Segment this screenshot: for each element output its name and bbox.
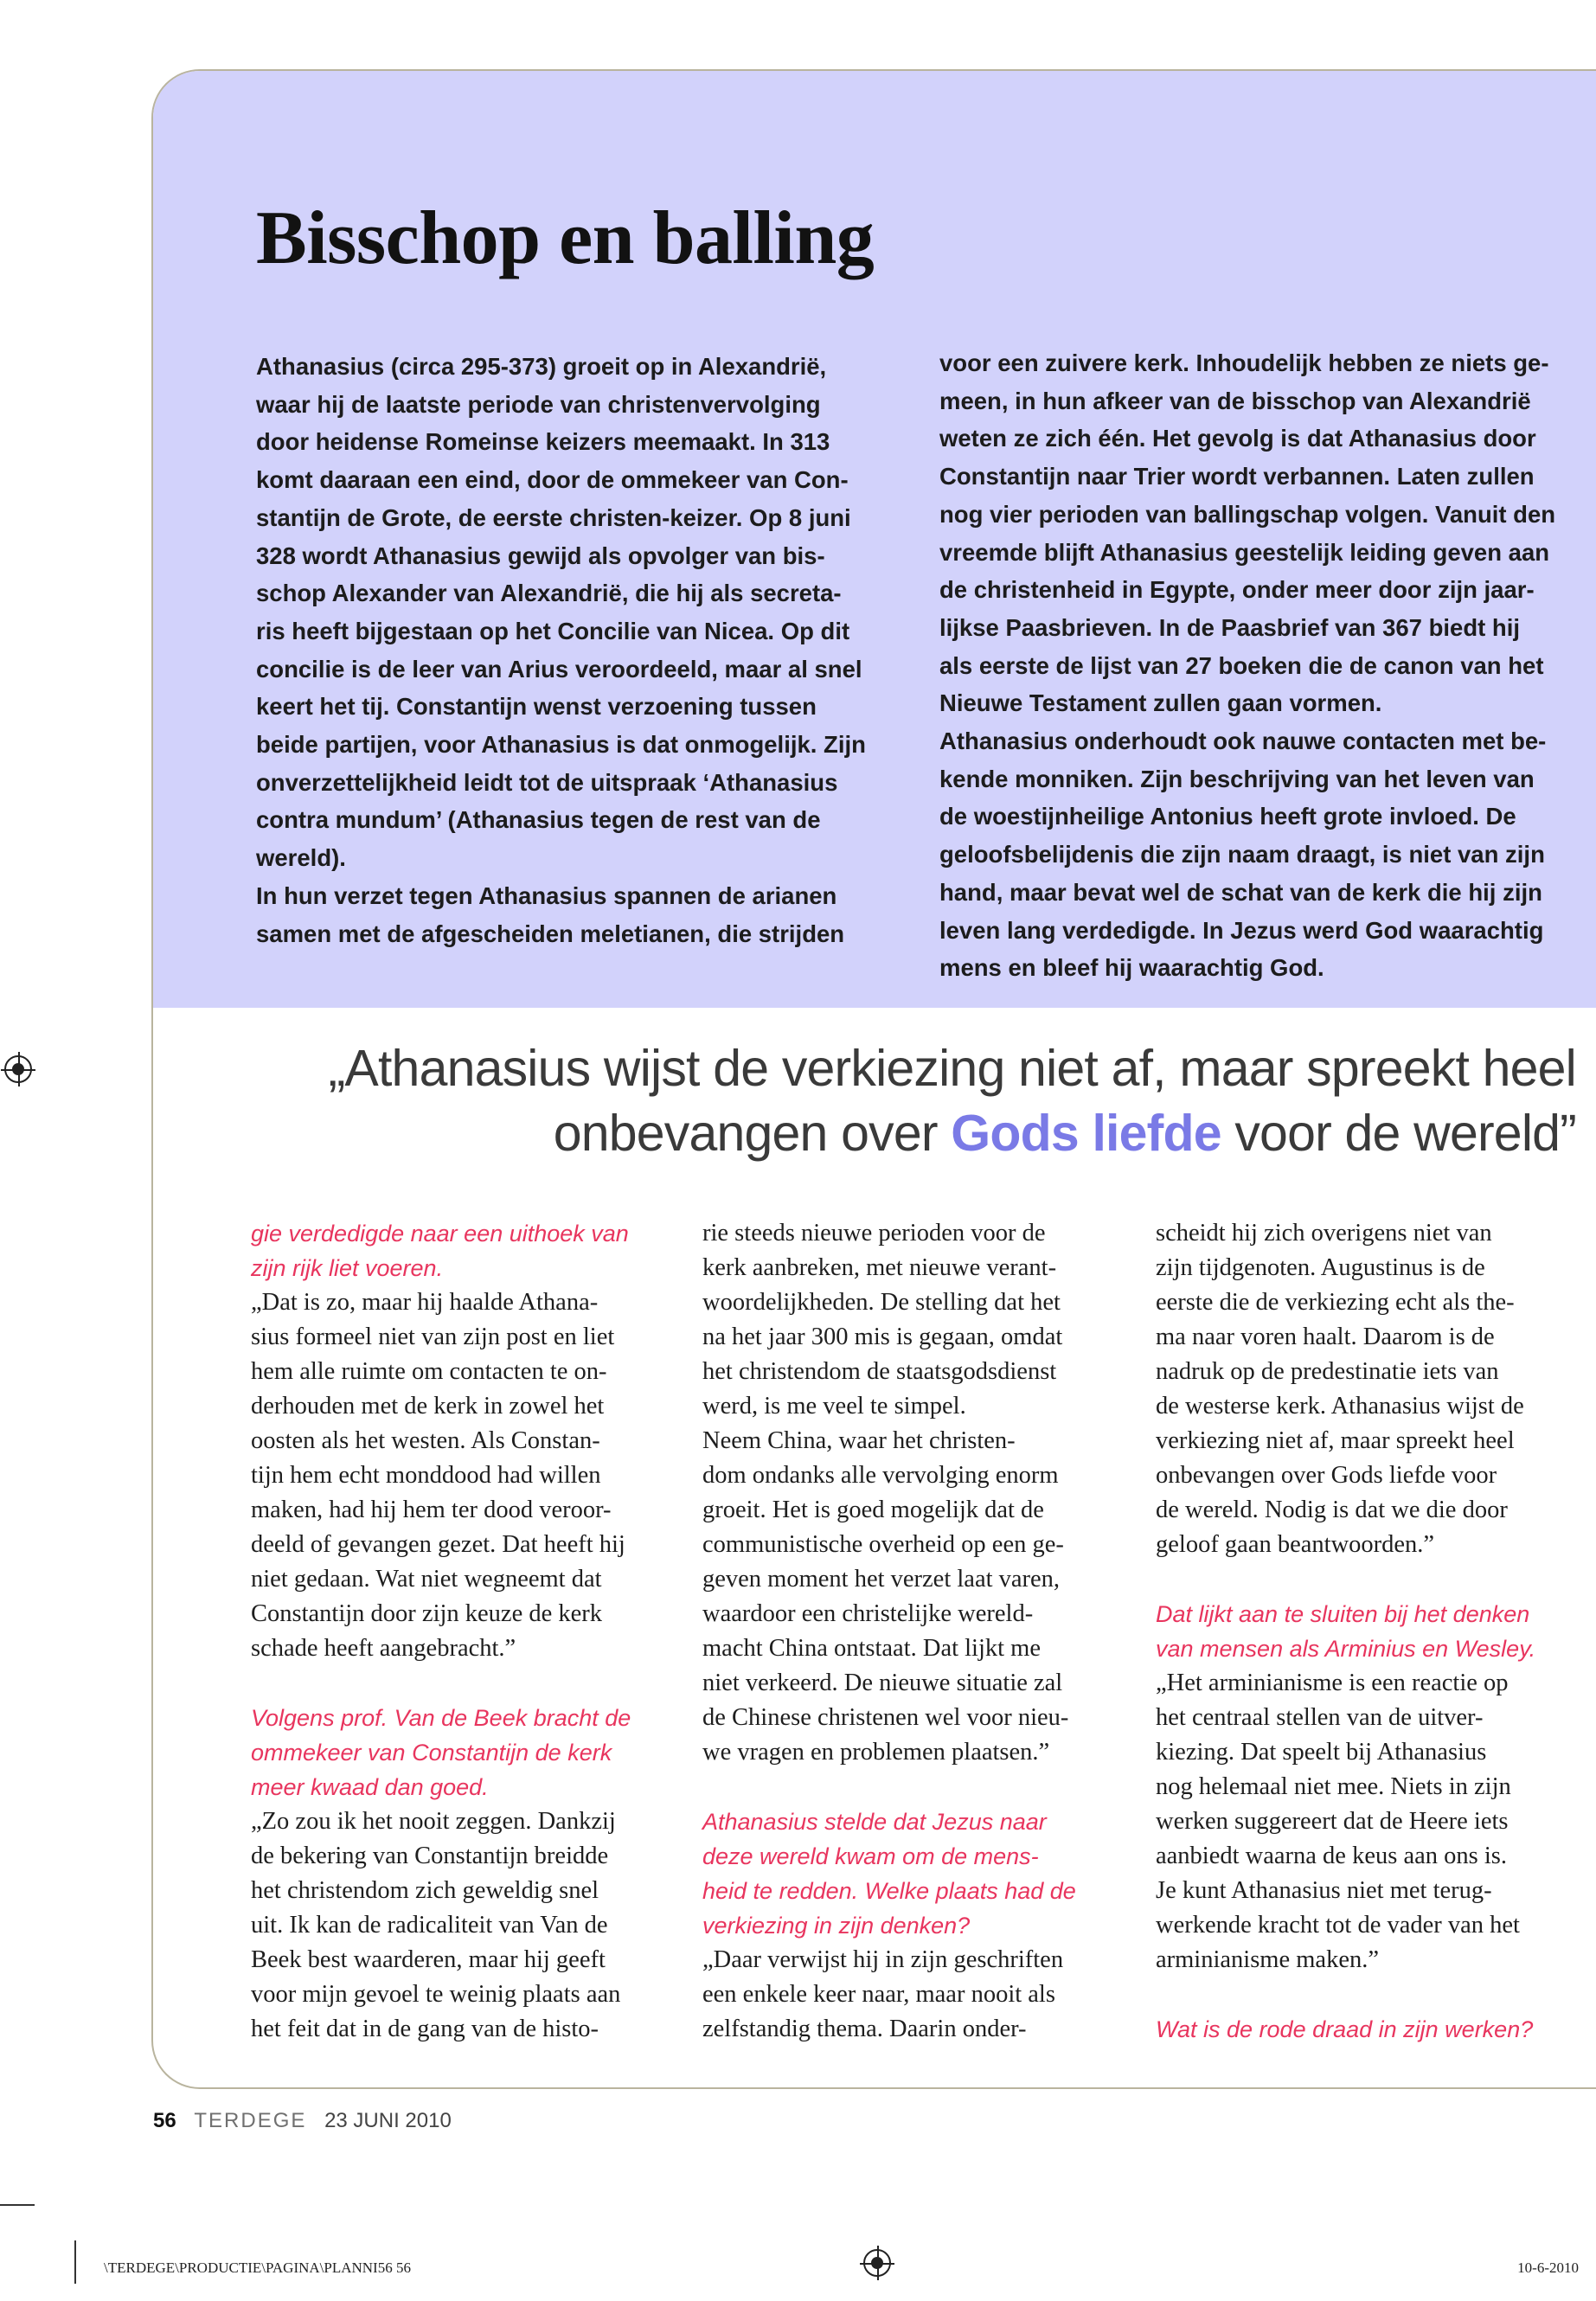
box-text-line: mens en bleef hij waarachtig God. [939,954,1324,982]
box-text-line: In hun verzet tegen Athanasius spannen de arianen [256,881,837,909]
box-text-line: beide partijen, voor Athanasius is dat onmogelijk. Zijn [256,731,866,759]
text-line: gie verdedigde naar een uithoek van [251,1221,629,1247]
text-line: Wat is de rode draad in zijn werken? [1156,2016,1534,2042]
box-text-line: leven lang verdedigde. In Jezus werd God waarachtig [939,916,1544,944]
box-title: Bisschop en balling [256,196,875,280]
box-text-line: Athanasius onderhoudt ook nauwe contacten met be- [939,727,1547,755]
box-text-line: ris heeft bijgestaan op het Concilie van Nicea. Op dit [256,617,850,644]
interview-answer [702,1943,1122,2047]
box-text-line: lijkse Paasbrieven. In de Paasbrief van 367 biedt hij [939,613,1520,641]
text-line: niet gedaan. Wat niet wegneemt dat [251,1566,602,1593]
pull-quote [227,1036,1576,1166]
text-line: hem alle ruimte om contacten te on- [251,1358,607,1385]
interview-answer [1156,1666,1584,1977]
magazine-name: TERDEGE [194,2109,307,2132]
interview-question [251,1701,670,1804]
text-line: zijn tijdgenoten. Augustinus is de [1156,1254,1485,1281]
text-line: „Zo zou ik het nooit zeggen. Dankzij [251,1808,616,1835]
text-line: aanbiedt waarna de keus aan ons is. [1156,1843,1507,1869]
text-line: woordelijkheden. De stelling dat het [702,1289,1061,1316]
text-line: Constantijn door zijn keuze de kerk [251,1600,603,1627]
text-line: ma naar voren haalt. Daarom is de [1156,1324,1495,1350]
interview-question [1156,2012,1584,2047]
box-text-line: wereld). [256,844,346,872]
box-text-line: komt daaraan een eind, door de ommekeer van Con- [256,466,849,494]
interview-question [251,1216,670,1285]
text-line: Volgens prof. Van de Beek bracht de [251,1705,631,1731]
registration-mark-icon [4,1055,32,1083]
text-line: „Het arminianisme is een reactie op [1156,1670,1509,1696]
box-text-line: keert het tij. Constantijn wenst verzoening tussen [256,693,817,721]
text-line: geloof gaan beantwoorden.” [1156,1531,1435,1558]
text-line: heid te redden. Welke plaats had de [702,1878,1076,1904]
text-line: Dat lijkt aan te sluiten bij het denken [1156,1601,1530,1627]
box-text-line: Constantijn naar Trier wordt verbannen. Laten zullen [939,463,1535,490]
text-line: meer kwaad dan goed. [251,1774,489,1800]
box-text-line: de christenheid in Egypte, onder meer door zijn jaar- [939,576,1535,604]
box-text-line: weten ze zich één. Het gevolg is dat Athanasius door [939,425,1536,452]
text-line: werd, is me veel te simpel. [702,1393,966,1420]
box-text-line: Athanasius (circa 295-373) groeit op in Alexandrië, [256,353,827,380]
text-line: de westerse kerk. Athanasius wijst de [1156,1393,1524,1420]
text-line: rie steeds nieuwe perioden voor de [702,1220,1046,1247]
text-line: werken suggereert dat de Heere iets [1156,1808,1509,1835]
box-text-line: 328 wordt Athanasius gewijd als opvolger van bis- [256,542,825,569]
interview-answer [251,1285,670,1666]
text-line: groeit. Het is goed mogelijk dat de [702,1497,1044,1523]
text-line: eerste die de verkiezing echt als the- [1156,1289,1515,1316]
box-text-line: samen met de afgescheiden meletianen, die strijden [256,920,845,947]
crop-mark [0,2204,35,2206]
slug-path: \TERDEGE\PRODUCTIE\PAGINA\PLANNI56 56 [104,2259,411,2276]
box-text-line: door heidense Romeinse keizers meemaakt. In 313 [256,428,830,456]
interview-answer [251,1804,670,2047]
pull-quote-highlight: Gods liefde [951,1105,1221,1162]
text-line: oosten als het westen. Als Constan- [251,1427,600,1454]
text-line: na het jaar 300 mis is gegaan, omdat [702,1324,1063,1350]
text-line: verkiezing niet af, maar spreekt heel [1156,1427,1515,1454]
article-column-3 [1156,1216,1584,2047]
article-column-1 [251,1216,670,2047]
text-line: we vragen en problemen plaatsen.” [702,1739,1050,1766]
text-line: werkende kracht tot de vader van het [1156,1912,1520,1939]
box-text-line: hand, maar bevat wel de schat van de kerk die hij zijn [939,878,1542,906]
pull-quote-text-end: voor de wereld” [1221,1105,1576,1162]
page-footer [153,2109,452,2133]
text-line: Beek best waarderen, maar hij geeft [251,1946,606,1973]
text-line: het centraal stellen van de uitver- [1156,1704,1484,1731]
text-line: arminianisme maken.” [1156,1946,1379,1973]
text-line: waardoor een christelijke wereld- [702,1600,1034,1627]
box-text-line: stantijn de Grote, de eerste christen-keizer. Op 8 juni [256,503,851,531]
text-line: Neem China, waar het christen- [702,1427,1016,1454]
slug-date: 10-6-2010 [1517,2259,1579,2276]
text-line: de bekering van Constantijn breidde [251,1843,609,1869]
text-line: onbevangen over Gods liefde voor [1156,1462,1497,1489]
text-line: deeld of gevangen gezet. Dat heeft hij [251,1531,625,1558]
text-line: verkiezing in zijn denken? [702,1913,971,1939]
text-line: schade heeft aangebracht.” [251,1635,516,1662]
text-line: „Daar verwijst hij in zijn geschriften [702,1946,1064,1973]
text-line: voor mijn gevoel te weinig plaats aan [251,1981,621,2008]
crop-mark [74,2240,76,2284]
box-text-line: onverzettelijkheid leidt tot de uitspraak ‘Athanasius [256,768,838,796]
box-text-line: voor een zuivere kerk. Inhoudelijk hebben ze niets ge- [939,349,1549,376]
interview-question [702,1804,1122,1943]
text-line: nadruk op de predestinatie iets van [1156,1358,1499,1385]
box-text-line: meen, in hun afkeer van de bisschop van Alexandrië [939,387,1531,414]
text-line: Athanasius stelde dat Jezus naar [702,1809,1047,1835]
text-line: macht China ontstaat. Dat lijkt me [702,1635,1041,1662]
text-line: zelfstandig thema. Daarin onder- [702,2016,1027,2042]
page-number: 56 [153,2109,176,2132]
text-line: nog helemaal niet mee. Niets in zijn [1156,1773,1511,1800]
interview-answer [1156,1216,1584,1562]
interview-answer [702,1216,1122,1770]
box-text-line: concilie is de leer van Arius veroordeeld, maar al snel [256,655,862,683]
box-column-left [256,348,896,952]
box-column-right [939,344,1584,987]
text-line: dom ondanks alle vervolging enorm [702,1462,1059,1489]
text-line: niet verkeerd. De nieuwe situatie zal [702,1670,1063,1696]
text-line: sius formeel niet van zijn post en liet [251,1324,615,1350]
text-line: communistische overheid op een ge- [702,1531,1064,1558]
article-column-2 [702,1216,1122,2047]
text-line: „Dat is zo, maar hij haalde Athana- [251,1289,599,1316]
box-text-line: schop Alexander van Alexandrië, die hij als secreta- [256,580,842,607]
pull-quote-line-1: „Athanasius wijst de verkiezing niet af, maar spreekt heel [328,1040,1576,1097]
issue-date: 23 JUNI 2010 [324,2109,452,2132]
box-text-line: kende monniken. Zijn beschrijving van het leven van [939,765,1535,792]
text-line: zijn rijk liet voeren. [251,1255,444,1281]
text-line: het christendom zich geweldig snel [251,1877,599,1904]
interview-question [1156,1597,1584,1666]
box-text-line: vreemde blijft Athanasius geestelijk leiding geven aan [939,538,1550,566]
text-line: de wereld. Nodig is dat we die door [1156,1497,1508,1523]
box-text-line: waar hij de laatste periode van christenvervolging [256,390,821,418]
text-line: Je kunt Athanasius niet met terug- [1156,1877,1492,1904]
registration-mark-icon [863,2249,891,2277]
box-text-line: de woestijnheilige Antonius heeft grote invloed. De [939,803,1516,830]
text-line: van mensen als Arminius en Wesley. [1156,1636,1536,1662]
text-line: derhouden met de kerk in zowel het [251,1393,605,1420]
pull-quote-text: onbevangen over [553,1105,952,1162]
box-text-line: Nieuwe Testament zullen gaan vormen. [939,689,1382,717]
text-line: het feit dat in de gang van de histo- [251,2016,599,2042]
pull-quote-line-2 [227,1101,1576,1166]
text-line: scheidt hij zich overigens niet van [1156,1220,1492,1247]
text-line: uit. Ik kan de radicaliteit van Van de [251,1912,608,1939]
box-text-line: als eerste de lijst van 27 boeken die de canon van het [939,651,1544,679]
box-text-line: nog vier perioden van ballingschap volgen. Vanuit den [939,500,1556,528]
text-line: maken, had hij hem ter dood veroor- [251,1497,612,1523]
text-line: kerk aanbreken, met nieuwe verant- [702,1254,1057,1281]
text-line: ommekeer van Constantijn de kerk [251,1740,612,1766]
box-text-line: contra mundum’ (Athanasius tegen de rest van de [256,806,821,834]
box-text-line: geloofsbelijdenis die zijn naam draagt, is niet van zijn [939,841,1545,868]
text-line: deze wereld kwam om de mens- [702,1843,1039,1869]
text-line: het christendom de staatsgodsdienst [702,1358,1057,1385]
text-line: geven moment het verzet laat varen, [702,1566,1061,1593]
text-line: een enkele keer naar, maar nooit als [702,1981,1055,2008]
text-line: de Chinese christenen wel voor nieu- [702,1704,1069,1731]
text-line: kiezing. Dat speelt bij Athanasius [1156,1739,1487,1766]
text-line: tijn hem echt monddood had willen [251,1462,601,1489]
